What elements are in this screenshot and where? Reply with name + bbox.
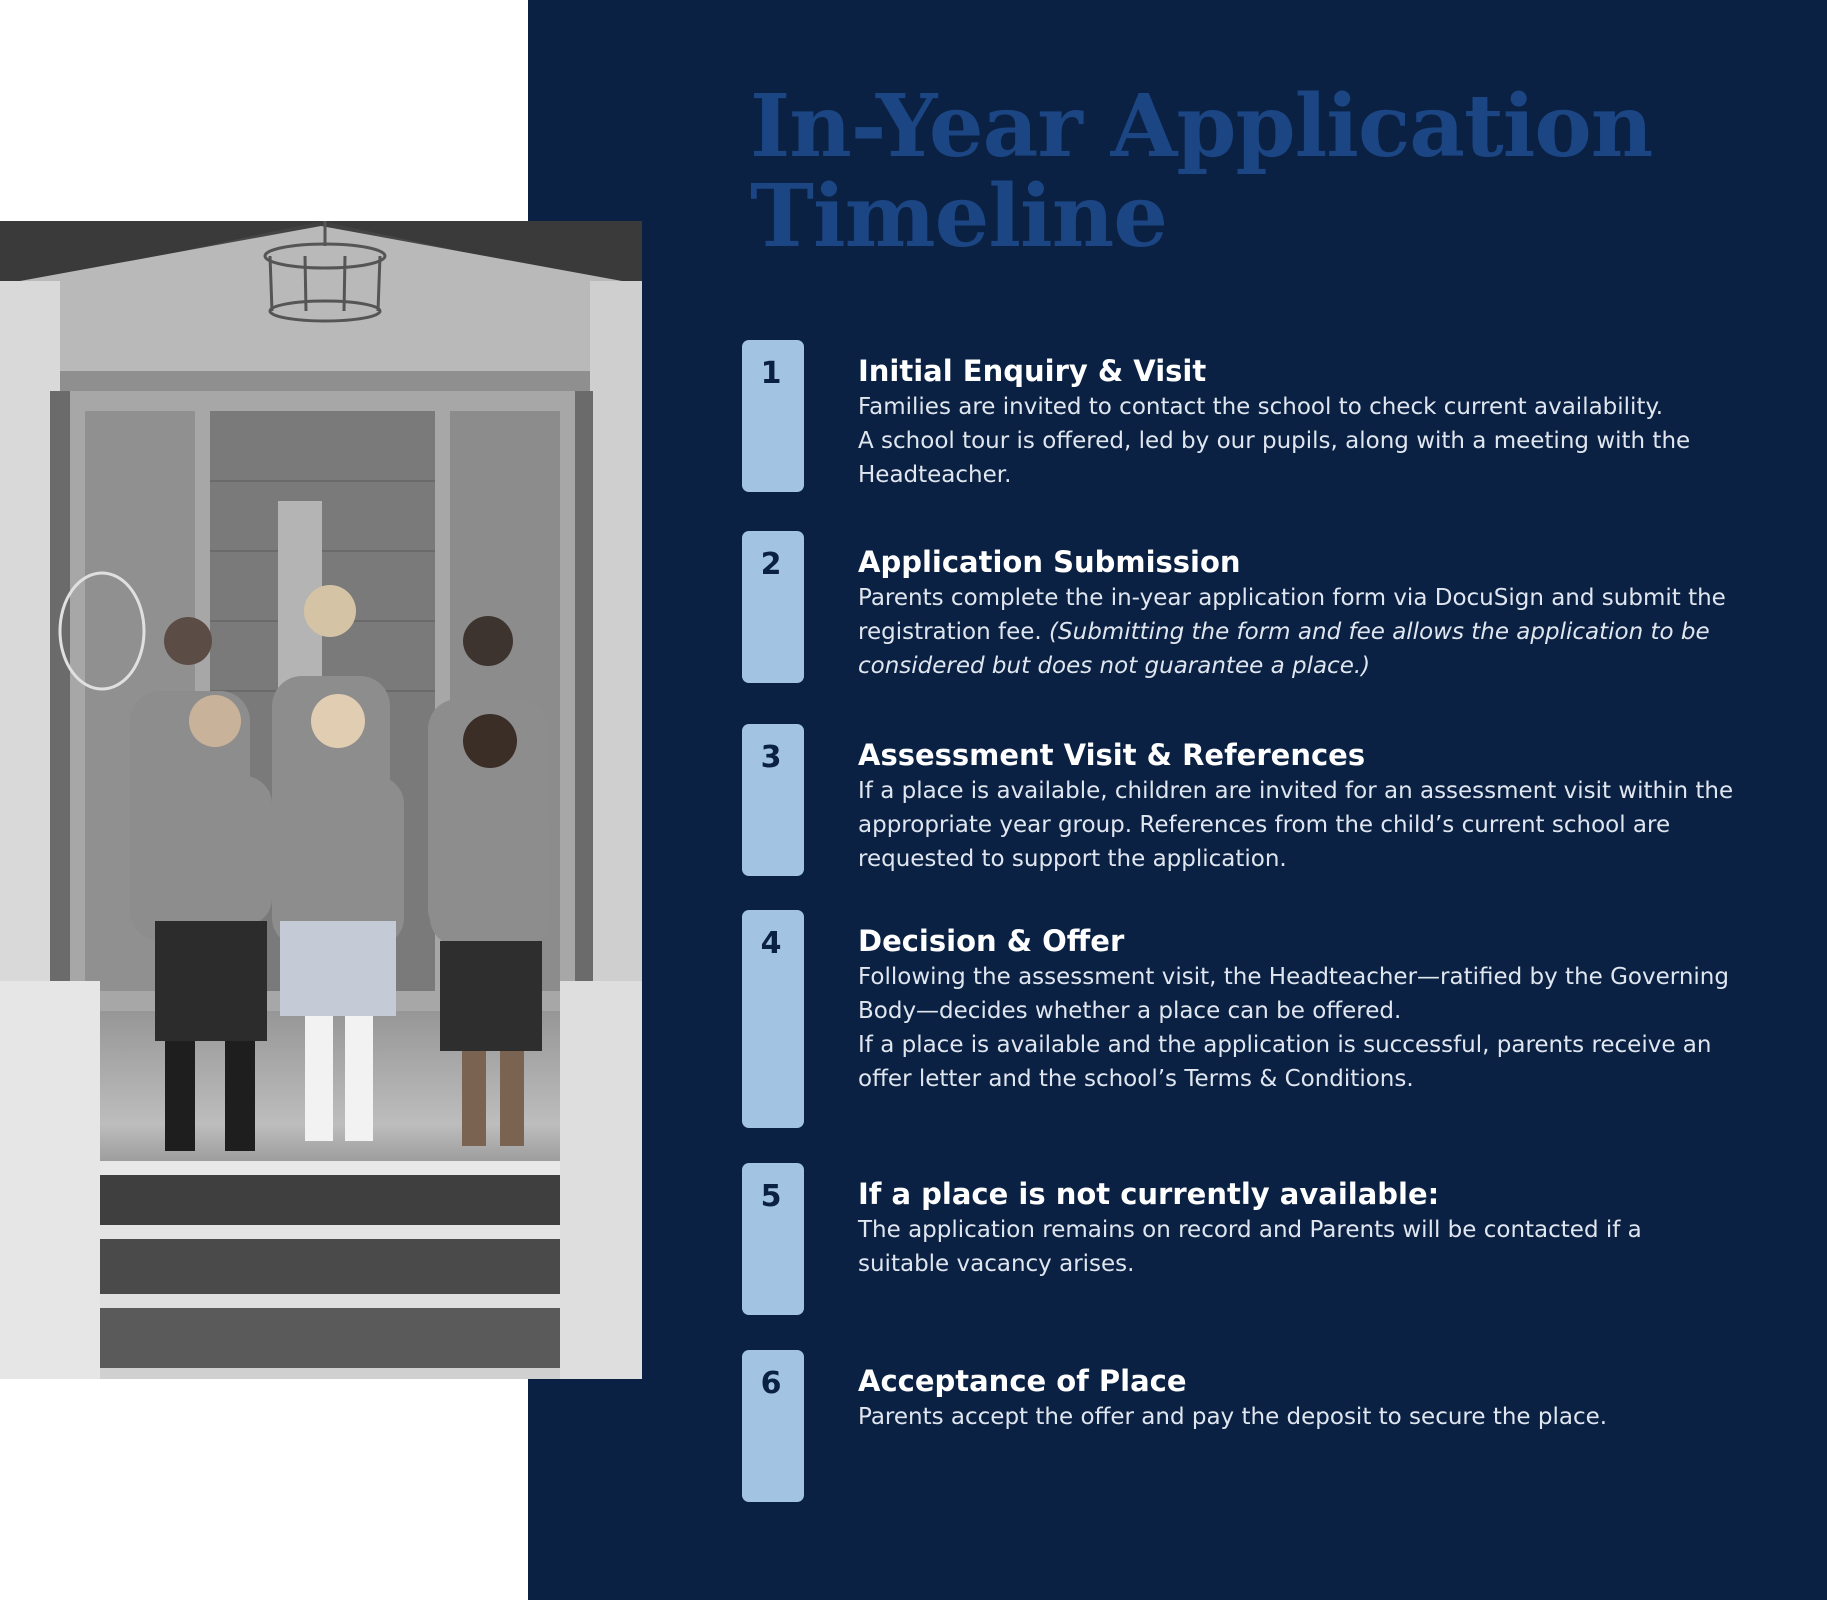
step-content [858, 543, 1738, 683]
step-description [858, 581, 1738, 683]
step-description-note: (Submitting the form and fee allows the application to be considered but does not guarantee a place.) [858, 619, 1710, 679]
step-title: Application Submission [858, 545, 1241, 579]
step-description: Parents accept the offer and pay the deposit to secure the place. [858, 1404, 1608, 1430]
title-line-1: In-Year Application [750, 76, 1653, 177]
step-number-tab [742, 724, 804, 876]
step-content [858, 1175, 1738, 1281]
step-title: Decision & Offer [858, 924, 1125, 958]
step-title: Initial Enquiry & Visit [858, 354, 1207, 388]
school-pupils-photo [0, 221, 642, 1379]
title-line-2: Timeline [750, 166, 1167, 267]
step-description-line: A school tour is offered, led by our pupils, along with a meeting with the Headteacher. [858, 428, 1691, 488]
step-content [858, 922, 1738, 1096]
step-number: 5 [760, 1179, 782, 1214]
step-number-tab [742, 531, 804, 683]
step-description: The application remains on record and Parents will be contacted if a suitable vacancy arises. [858, 1217, 1642, 1277]
step-content [858, 1362, 1738, 1434]
step-number: 4 [760, 926, 782, 961]
step-description [858, 960, 1738, 1096]
step-content [858, 736, 1738, 876]
step-description-text: Parents complete the in-year application form via DocuSign and submit the registration fee. [858, 585, 1726, 645]
step-number: 3 [760, 740, 782, 775]
step-number-tab [742, 340, 804, 492]
step-description-line: If a place is available and the application is successful, parents receive an offer letter and the school’s Terms & Conditions. [858, 1032, 1712, 1092]
step-description [858, 390, 1738, 492]
step-description-line: Following the assessment visit, the Headteacher—ratified by the Governing Body—decides whether a place can be offered. [858, 964, 1729, 1024]
step-title: Assessment Visit & References [858, 738, 1366, 772]
page-title [750, 76, 1790, 267]
step-description: If a place is available, children are invited for an assessment visit within the appropriate year group. References from the child’s current school are requested to support the application. [858, 778, 1734, 872]
step-number-tab [742, 1350, 804, 1502]
step-content [858, 352, 1738, 492]
step-number-tab [742, 1163, 804, 1315]
step-title: If a place is not currently available: [858, 1177, 1440, 1211]
step-description-line: Families are invited to contact the school to check current availability. [858, 394, 1664, 420]
step-title: Acceptance of Place [858, 1364, 1187, 1398]
step-number: 6 [760, 1366, 782, 1401]
step-number: 2 [760, 547, 782, 582]
step-number-tab [742, 910, 804, 1128]
step-number: 1 [760, 356, 782, 391]
